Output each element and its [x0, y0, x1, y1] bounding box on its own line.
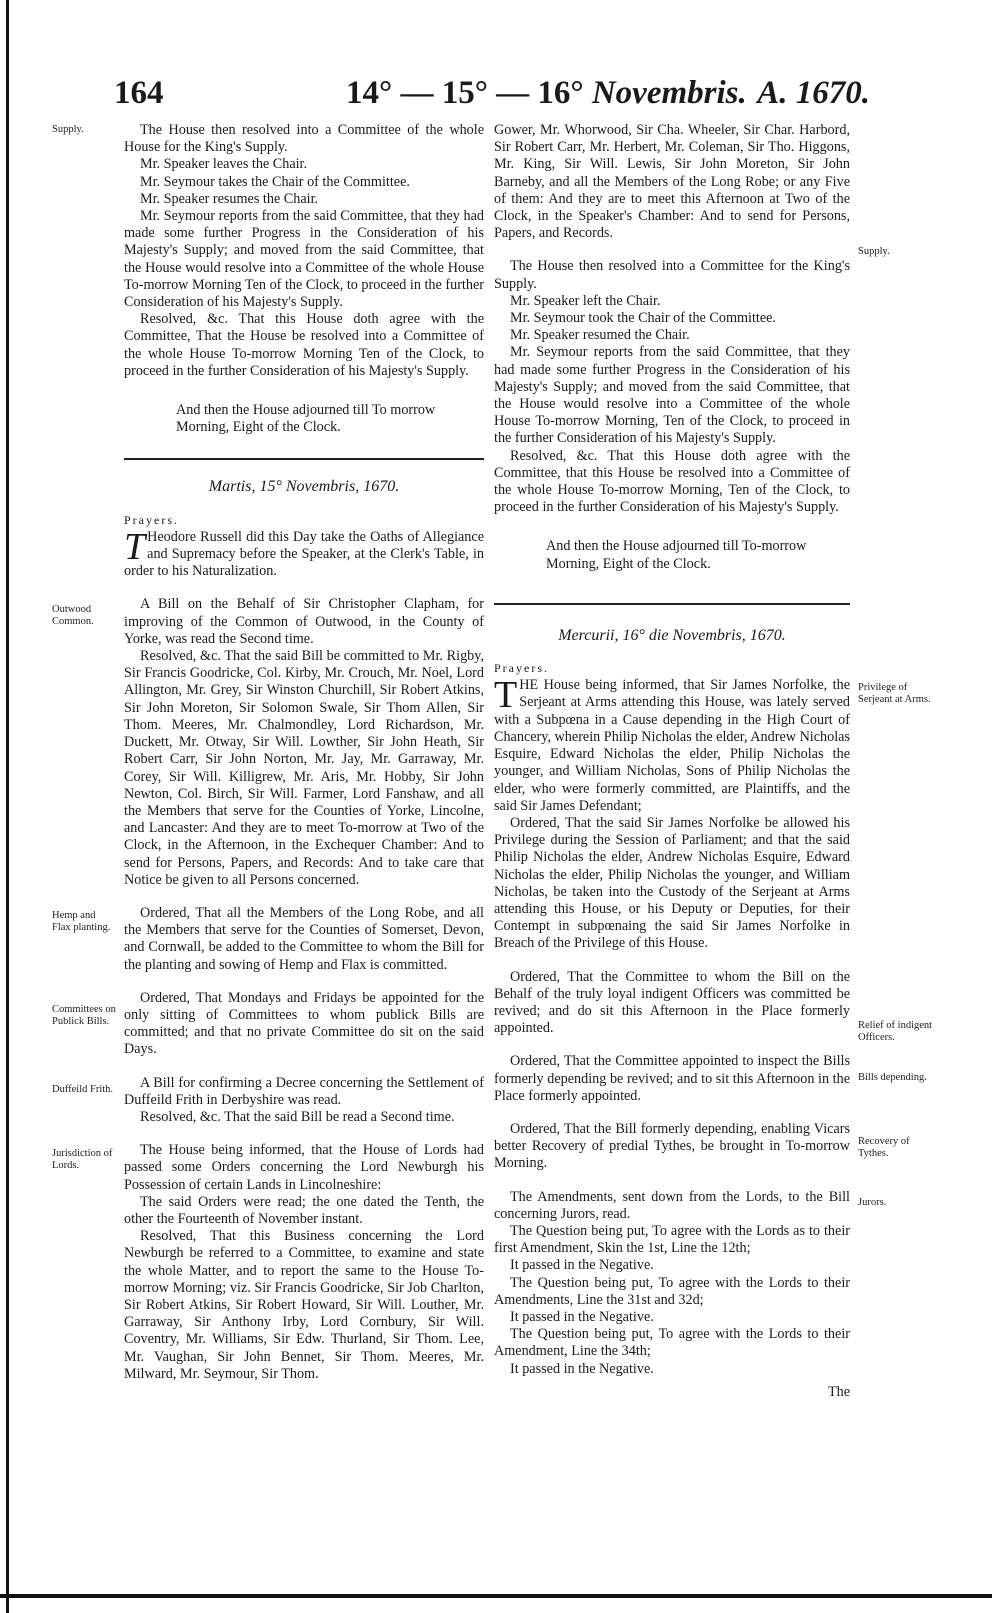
margin-note-outwood: Outwood Common.	[52, 604, 94, 627]
entry-text: The Question being put, To agree with the Lords to their Amendments, Line the 31st and 32d;	[494, 1274, 850, 1308]
entry-text: A Bill for confirming a Decree concerning the Settlement of Duffeild Frith in Derbyshire was read.	[124, 1074, 484, 1108]
entry-text: The House then resolved into a Committee for the King's Supply.	[494, 258, 850, 292]
entry-text: The House being informed, that the House of Lords had passed some Orders concerning the Lord Newburgh his Possession of certain Lands in Lincolneshire:	[124, 1142, 484, 1193]
entry-text: Mr. Seymour reports from the said Committee, that they had made some further Progress in the Consideration of his Majesty's Supply; and moved from the said Committee, that the House would resolve into a Committee of the whole House To-morrow Morning Ten of the Clock, to proceed in the further Consideration of his Majesty's Supply.	[124, 208, 484, 311]
adjournment-text: And then the House adjourned till To morrow Morning, Eight of the Clock.	[176, 402, 436, 436]
entry-text: Heodore Russell did this Day take the Oaths of Allegiance and Supremacy before the Speaker, at the Clerk's Table, in order to his Naturalization.	[124, 528, 484, 580]
sitting-date: Martis, 15° Novembris, 1670.	[208, 478, 400, 496]
margin-note-supply-2: Supply.	[858, 246, 890, 257]
entry-text: Resolved, &c. That the said Bill be committed to Mr. Rigby, Sir Francis Goodricke, Col. Kirby, Mr. Crouch, Mr. Noel, Lord Allington, Mr. Grey, Sir Winston Churchill, Sir Robert Atkins, Sir John Moreton, Sir Solomon Swale, Sir Thom Allen, Sir Thom. Meeres, Mr. Chalmondley, Lord Richardson, Mr. Duckett, Mr. Otway, Sir Will. Lowther, Sir John Heath, Sir Robert Carr, Sir John Norton, Mr. Jay, Mr. Garraway, Mr. Corey, Sir Will. Killigrew, Mr. Aris, Mr. Hobby, Sir John Newton, Col. Birch, Sir Will. Farmer, Lord Fanshaw, and all the Members that serve for the Counties of Yorke, Lincolne, and Lancaster: And they are to meet To-morrow at Two of the Clock, in the Afternoon, in the Exchequer Chamber: And to send for Persons, Papers, and Records: And to take care that Notice be given to all Persons concerned.	[124, 648, 484, 888]
section-rule	[124, 458, 484, 460]
entry-text: Ordered, That the Bill formerly depending, enabling Vicars better Recovery of predial Tythes, be brought in To-morrow Morning.	[494, 1120, 850, 1172]
margin-note-hemp: Hemp and Flax planting.	[52, 910, 111, 933]
margin-note-relief: Relief of indigent Officers.	[858, 1020, 933, 1043]
entry-text: It passed in the Negative.	[510, 1360, 654, 1377]
section-rule	[494, 603, 850, 605]
page-bottom-rule	[0, 1594, 992, 1598]
page-number: 164	[114, 75, 164, 111]
margin-note-bills-depending: Bills depending.	[858, 1072, 927, 1083]
running-title	[346, 75, 747, 112]
entry-text: Mr. Seymour reports from the said Committee, that they had made some further Progress in the Consideration of his Majesty's Supply; and moved from the said Committee, that the House would resolve into a Committee of the whole House To-morrow Morning, Ten of the Clock, to proceed in the further Consideration of his Majesty's Supply.	[494, 344, 850, 447]
drop-cap: T	[124, 525, 146, 568]
entry-text: Mr. Speaker left the Chair.	[510, 292, 661, 309]
entry-text: Ordered, That the said Sir James Norfolke be allowed his Privilege during the Session of Parliament; and that the said Philip Nicholas the elder, Andrew Nicholas Esquire, Edward Nicholas the elder, Philip Nicholas the younger, and William Nicholas, be taken into the Custody of the Serjeant at Arms attending this House, or his Deputy or Deputies, for their Contempt in subpœnaing the said Sir James Norfolke in Breach of the Privilege of this House.	[494, 814, 850, 952]
margin-note-jurors: Jurors.	[858, 1197, 887, 1208]
entry-text: Mr. Speaker leaves the Chair.	[140, 156, 308, 173]
entry-text: Resolved, &c. That this House doth agree with the Committee, that this House be resolved into a Committee of the whole House To-morrow Morning, Ten of the Clock, to proceed in the further Consideration of his Majesty's Supply.	[494, 447, 850, 516]
catchword: The	[827, 1383, 850, 1400]
margin-note-jurisdiction: Jurisdiction of Lords.	[52, 1148, 113, 1171]
entry-text: It passed in the Negative.	[510, 1308, 654, 1325]
entry-text: Gower, Mr. Whorwood, Sir Cha. Wheeler, Sir Char. Harbord, Sir Robert Carr, Mr. Herbert, Mr. Coleman, Sir Tho. Higgons, Mr. King, Sir Will. Lewis, Sir John Moreton, Sir John Barneby, and all the Members of the Long Robe; or any Five of them: And they are to meet this Afternoon at Two of the Clock, in the Speaker's Chamber: And to send for Persons, Papers, and Records.	[494, 122, 850, 242]
entry-text: Ordered, That all the Members of the Long Robe, and all the Members that serve for the Counties of Somerset, Devon, and Cornwall, be added to the Committee to whom the Bill for the planting and sowing of Hemp and Flax is committed.	[124, 904, 484, 973]
entry-text: HE House being informed, that Sir James Norfolke, the Serjeant at Arms attending this House, was lately served with a Subpœna in a Cause depending in the High Court of Chancery, wherein Philip Nicholas the elder, Andrew Nicholas Esquire, Edward Nicholas the elder, Philip Nicholas the younger, and William Nicholas, Sons of Philip Nicholas the elder, who were formerly committed, are Plaintiffs, and the said Sir James Defendant;	[494, 677, 850, 814]
page-edge-rule	[6, 0, 9, 1613]
entry-text: It passed in the Negative.	[510, 1257, 654, 1274]
margin-note-recovery: Recovery of Tythes.	[858, 1136, 910, 1159]
entry-text: The House then resolved into a Committee of the whole House for the King's Supply.	[124, 122, 484, 156]
margin-note-duffeild: Duffeild Frith.	[52, 1084, 114, 1095]
drop-cap: T	[494, 674, 518, 717]
entry-text: Resolved, &c. That this House doth agree with the Committee, That the House be resolved into a Committee of the whole House To-morrow Morning Ten of the Clock, to proceed in the further Consideration of his Majesty's Supply.	[124, 311, 484, 379]
entry-text: Ordered, That the Committee appointed to inspect the Bills formerly depending be revived; and to sit this Afternoon in the Place formerly appointed.	[494, 1053, 850, 1104]
running-title-month: Novembris.	[591, 75, 747, 111]
margin-note-privilege: Privilege of Serjeant at Arms.	[858, 682, 931, 705]
entry-text: Mr. Seymour takes the Chair of the Committee.	[140, 173, 410, 190]
entry-text: Resolved, That this Business concerning the Lord Newburgh be referred to a Committee, to examine and state the whole Matter, and to report the same to the House To-morrow Morning; viz. Sir Francis Goodricke, Sir Job Charlton, Sir Robert Atkins, Sir Robert Howard, Sir Will. Louther, Mr. Garraway, Sir Anthony Irby, Lord Cornbury, Sir Will. Coventry, Mr. Williams, Sir Edw. Thurland, Sir Thom. Lee, Mr. Vaughan, Sir John Bennet, Sir Thom. Meeres, Mr. Milward, Mr. Seymour, Sir Thom.	[124, 1228, 484, 1382]
entry-text: The Question being put, To agree with the Lords as to their first Amendment, Skin the 1st, Line the 12th;	[494, 1222, 850, 1257]
left-column	[124, 122, 484, 1383]
entry-text: Resolved, &c. That the said Bill be read a Second time.	[140, 1108, 455, 1125]
sitting-date: Mercurii, 16° die Novembris, 1670.	[558, 626, 786, 644]
margin-note-supply: Supply.	[52, 124, 84, 135]
entry-text: The Question being put, To agree with the Lords to their Amendment, Line the 34th;	[494, 1326, 850, 1360]
running-title-days: 14° — 15° — 16°	[346, 75, 584, 111]
prayers-heading: Prayers.	[124, 512, 179, 527]
entry-text: The Amendments, sent down from the Lords, to the Bill concerning Jurors, read.	[494, 1188, 850, 1222]
entry-text: A Bill on the Behalf of Sir Christopher Clapham, for improving of the Common of Outwood, in the County of Yorke, was read the Second time.	[124, 596, 484, 647]
entry-text: The said Orders were read; the one dated the Tenth, the other the Fourteenth of November instant.	[124, 1193, 484, 1227]
entry-text: Mr. Seymour took the Chair of the Committee.	[510, 310, 776, 327]
margin-note-committees: Committees on Publick Bills.	[52, 1004, 116, 1027]
prayers-heading: Prayers.	[494, 661, 549, 676]
adjournment-text: And then the House adjourned till To-morrow Morning, Eight of the Clock.	[546, 538, 807, 572]
entry-text: Mr. Speaker resumes the Chair.	[140, 190, 319, 207]
entry-text: Ordered, That Mondays and Fridays be appointed for the only sitting of Committees to whom publick Bills are committed; and that no private Committee do sit on the said Days.	[124, 989, 484, 1058]
running-year: A. 1670.	[757, 75, 870, 111]
entry-text: Ordered, That the Committee to whom the Bill on the Behalf of the truly loyal indigent Officers was committed be revived; and do sit this Afternoon in the Place formerly appointed.	[494, 968, 850, 1037]
entry-text: Mr. Speaker resumed the Chair.	[510, 327, 690, 344]
page-header	[110, 75, 870, 119]
right-column	[494, 122, 850, 1401]
